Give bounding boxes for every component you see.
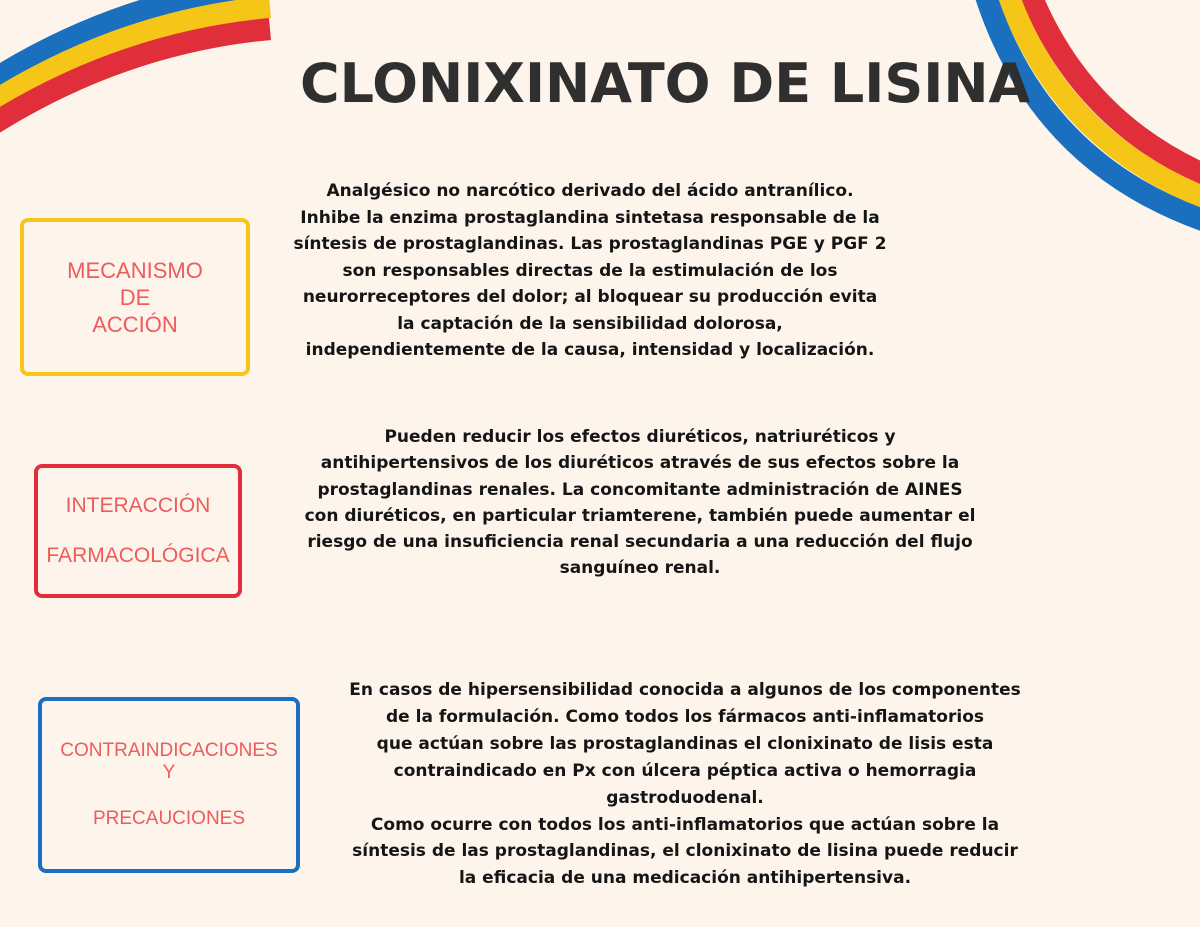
label-box-mecanismo-de-accion (20, 218, 250, 376)
label-box-contraindicaciones-y-precauciones (38, 697, 300, 873)
text-line: con diuréticos, en particular triamterene, también puede aumentar el (304, 505, 976, 526)
text-line: antihipertensivos de los diuréticos através de sus efectos sobre la (320, 453, 960, 474)
text-line: En casos de hipersensibilidad conocida a algunos de los componentes (349, 680, 1021, 700)
text-line: riesgo de una insuficiencia renal secundaria a una reducción del flujo (307, 532, 973, 553)
text-line: contraindicado en Px con úlcera péptica activa o hemorragia (393, 760, 977, 781)
label-box-interaccion-farmacologica (34, 464, 242, 598)
page-title: CLONIXINATO DE LISINA (300, 52, 1031, 115)
text-line: la captación de la sensibilidad dolorosa, (397, 313, 783, 334)
text-line: Inhibe la enzima prostaglandina sintetasa responsable de la (300, 207, 880, 228)
top-left-yellow-arc (0, 7, 270, 117)
top-right-yellow-arc (1003, 0, 1200, 207)
text-line: la eficacia de una medicación antihipertensiva. (458, 868, 912, 889)
text-line: Como ocurre con todos los anti-inflamatorios que actúan sobre la (370, 814, 1000, 835)
text-line: Analgésico no narcótico derivado del ácido antranílico. (326, 181, 854, 201)
label-line: ACCIÓN (92, 311, 178, 337)
mecanismo-de-accion-text (280, 178, 900, 364)
text-line: que actúan sobre las prostaglandinas el clonixinato de lisis esta (376, 733, 994, 754)
label-line: FARMACOLÓGICA (46, 544, 230, 567)
text-line: síntesis de las prostaglandinas, el clonixinato de lisina puede reducir (352, 841, 1018, 862)
label-line: Y (162, 762, 176, 783)
text-line: gastroduodenal. (606, 787, 764, 808)
text-line: síntesis de prostaglandinas. Las prostaglandinas PGE y PGF 2 (293, 234, 887, 254)
label-line: PRECAUCIONES (92, 808, 246, 829)
label-line: CONTRAINDICACIONES (60, 740, 278, 761)
text-line: neurorreceptores del dolor; al bloquear su producción evita (302, 287, 878, 307)
top-left-red-arc (0, 29, 270, 139)
top-right-red-arc (1025, 0, 1200, 185)
label-line: DE (119, 284, 151, 310)
text-line: Pueden reducir los efectos diuréticos, natriuréticos y (384, 427, 896, 447)
text-line: de la formulación. Como todos los fármacos anti-inflamatorios (386, 706, 984, 727)
text-line: sanguíneo renal. (559, 558, 721, 579)
text-line: prostaglandinas renales. La concomitante administración de AINES (317, 479, 963, 500)
text-line: independientemente de la causa, intensidad y localización. (305, 340, 875, 360)
top-left-blue-arc (0, 0, 270, 95)
label-line: INTERACCIÓN (65, 494, 211, 517)
text-line: son responsables directas de la estimulación de los (342, 260, 838, 281)
contraindicaciones-text (330, 677, 1040, 892)
interaccion-farmacologica-text (280, 424, 1000, 582)
label-line: MECANISMO (67, 257, 203, 283)
